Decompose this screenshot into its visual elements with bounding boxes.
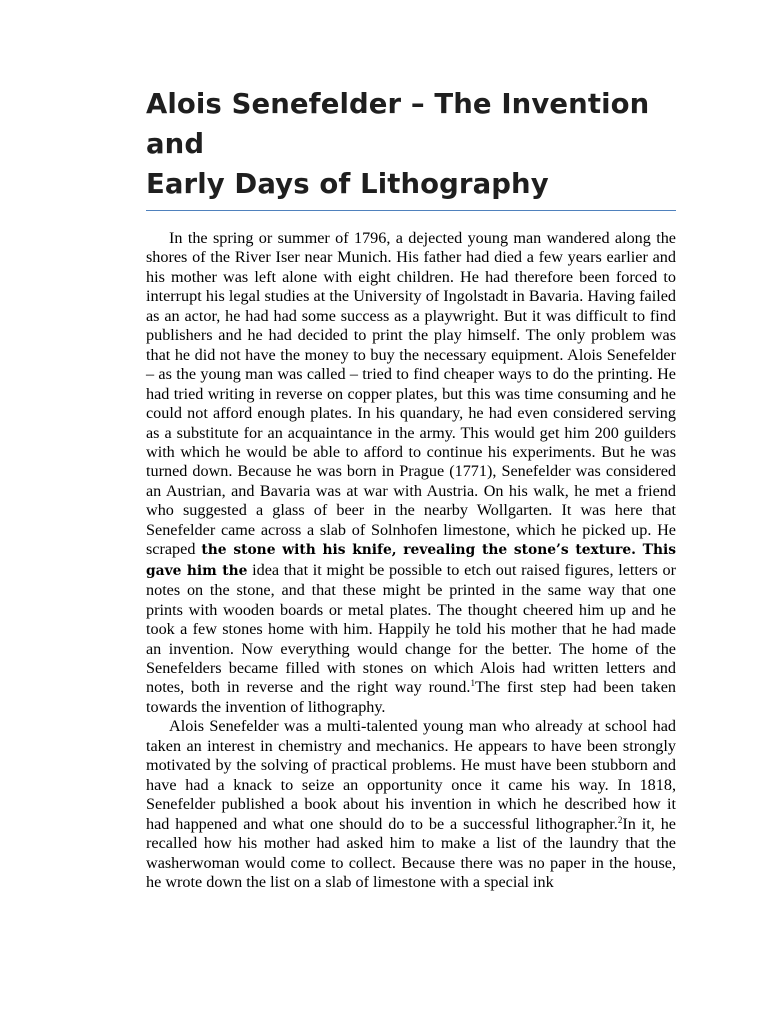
footnote-ref-1[interactable]: 1 xyxy=(470,678,475,689)
footnote-ref-2[interactable]: 2 xyxy=(617,814,623,825)
paragraph-2-text-a: Alois Senefelder was a multi-talented young man who already at school had taken an interest in chemistry and mechanics. He appears to have been strongly motivated by the solving of practical problems. He must have been stubborn and have had a knack to seize an opportunity once it came his way. In 1818, Senefelder published a book about his invention in which he described how it had happened and what one should do to be a successful lithographer. xyxy=(146,717,676,833)
title-line-1: Alois Senefelder – The Invention and xyxy=(146,88,650,160)
paragraph-1-text-c: The first step had been taken towards the invention of lithography. xyxy=(146,678,676,716)
title-line-2: Early Days of Lithography xyxy=(146,168,549,200)
body-text xyxy=(146,229,676,892)
paragraph-2 xyxy=(146,717,676,892)
paragraph-1 xyxy=(146,229,676,717)
paragraph-1-text-b: idea that it might be possible to etch out raised figures, letters or notes on the stone, and that these might be printed in the same way that one prints with wooden boards or metal plates. The thought cheered him up and he took a few stones home with him. Happily he told his mother that he had made an invention. Now everything would change for the better. The home of the Senefelders became filled with stones on which Alois had written letters and notes, both in reverse and the right way round. xyxy=(146,560,676,697)
document-page xyxy=(146,84,676,892)
document-title xyxy=(146,84,676,211)
paragraph-1-text-a: In the spring or summer of 1796, a dejected young man wandered along the shores of the River Iser near Munich. His father had died a few years earlier and his mother was left alone with eight children. He had therefore been forced to interrupt his legal studies at the University of Ingolstadt in Bavaria. Having failed as an actor, he had had some success as a playwright. But it was difficult to find publishers and he had decided to print the play himself. The only problem was that he did not have the money to buy the necessary equipment. Alois Senefelder – as the young man was called – tried to find cheaper ways to do the printing. He had tried writing in reverse on copper plates, but this was time consuming and he could not afford enough plates. In his quandary, he had even considered serving as a substitute for an acquaintance in the army. This would get him 200 guilders with which he would be able to afford to continue his experiments. But he was turned down. Because he was born in Prague (1771), Senefelder was considered an Austrian, and Bavaria was at war with Austria. On his walk, he met a friend who suggested a glass of beer in the nearby Wollgarten. It was here that Senefelder came across a slab of Solnhofen limestone, which he picked up. He scraped xyxy=(146,229,676,559)
paragraph-1-bold-text: the stone with his knife, revealing the stone’s texture. This gave him the xyxy=(146,542,676,579)
paragraph-2-text-b: In it, he recalled how his mother had asked him to make a list of the laundry that the washerwoman would come to collect. Because there was no paper in the house, he wrote down the list on a slab of limestone with a special ink xyxy=(146,814,676,891)
